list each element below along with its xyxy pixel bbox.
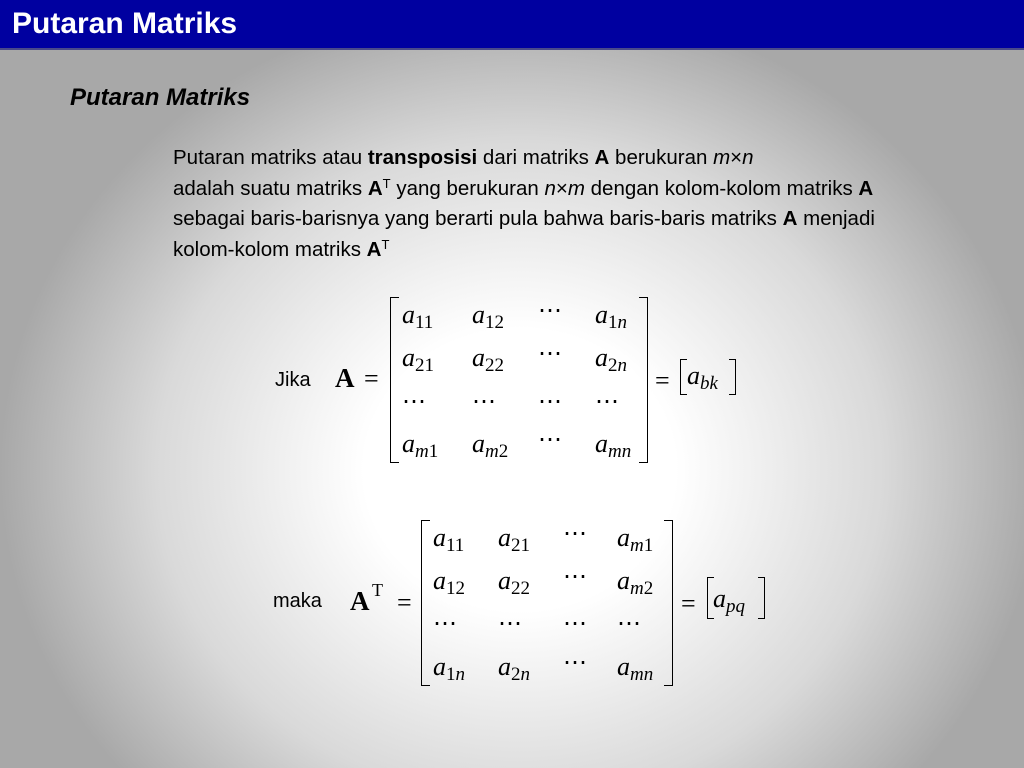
para-text: berukuran xyxy=(609,146,714,169)
definition-paragraph xyxy=(173,143,913,265)
matrix-entry: $a_{21}$ xyxy=(498,523,530,556)
right-bracket xyxy=(639,297,648,463)
equals-sign: = xyxy=(681,589,696,618)
para-text: sebagai baris-barisnya yang berarti pula bahwa baris-baris matriks xyxy=(173,207,783,230)
matrix-entry: $a_{mn}$ xyxy=(595,429,632,462)
ellipsis: ⋯ xyxy=(402,389,426,415)
ellipsis: ⋯ xyxy=(595,389,619,415)
ellipsis: ⋯ xyxy=(563,521,587,547)
matrix-entry: $a_{1n}$ xyxy=(433,652,465,685)
para-var: n xyxy=(544,176,556,200)
para-text: dengan kolom-kolom matriks xyxy=(584,176,859,200)
ellipsis: ⋯ xyxy=(563,650,587,676)
slide-title: Putaran Matriks xyxy=(12,7,238,40)
para-matrix-symbol: A xyxy=(594,146,610,169)
matrix-entry: $a_{12}$ xyxy=(433,566,465,599)
compact-entry: $a_{pq}$ xyxy=(713,584,745,617)
para-var: m xyxy=(567,176,585,200)
right-bracket xyxy=(664,520,673,686)
para-times: × xyxy=(730,146,743,169)
para-matrix-symbol: A xyxy=(858,176,874,200)
right-bracket xyxy=(729,359,736,395)
matrix-entry: $a_{11}$ xyxy=(433,523,465,556)
ellipsis: ⋯ xyxy=(538,427,562,453)
equals-sign: = xyxy=(364,364,379,393)
maka-label: maka xyxy=(273,590,322,612)
transpose-superscript: T xyxy=(372,580,383,600)
ellipsis: ⋯ xyxy=(563,611,587,637)
equals-sign: = xyxy=(655,366,670,395)
matrix-entry: $a_{22}$ xyxy=(472,343,504,376)
title-bar xyxy=(0,0,1024,50)
left-bracket xyxy=(680,359,687,395)
para-times: × xyxy=(555,176,568,200)
para-text: dari matriks xyxy=(477,146,595,169)
para-matrix-symbol: A xyxy=(782,207,798,230)
compact-entry: $a_{bk}$ xyxy=(687,361,718,394)
ellipsis: ⋯ xyxy=(538,389,562,415)
matrix-entry: $a_{m1}$ xyxy=(402,429,439,462)
matrix-entry: $a_{mn}$ xyxy=(617,652,654,685)
ellipsis: ⋯ xyxy=(538,298,562,324)
para-transpose-sup: T xyxy=(381,236,390,252)
matrix-entry: $a_{12}$ xyxy=(472,300,504,333)
matrix-entry: $a_{11}$ xyxy=(402,300,434,333)
para-transpose-sup: T xyxy=(382,175,391,191)
para-text: menjadi kolom-kolom matriks xyxy=(173,207,875,261)
matrix-entry: $a_{1n}$ xyxy=(595,300,627,333)
para-matrix-symbol: A xyxy=(367,176,383,200)
ellipsis: ⋯ xyxy=(538,341,562,367)
jika-label: Jika xyxy=(275,369,311,391)
matrix-entry: $a_{21}$ xyxy=(402,343,434,376)
para-matrix-symbol: A xyxy=(366,237,382,261)
equals-sign: = xyxy=(397,588,412,617)
ellipsis: ⋯ xyxy=(433,611,457,637)
matrix-a-symbol: A xyxy=(350,586,370,616)
right-bracket xyxy=(758,577,765,619)
matrix-entry: $a_{2n}$ xyxy=(595,343,627,376)
para-text: yang berukuran xyxy=(390,176,545,200)
para-text: Putaran matriks atau xyxy=(173,146,368,169)
left-bracket xyxy=(390,297,399,463)
para-var: n xyxy=(742,146,754,169)
ellipsis: ⋯ xyxy=(498,611,522,637)
para-bold-term: transposisi xyxy=(367,146,478,169)
matrix-entry: $a_{22}$ xyxy=(498,566,530,599)
para-text: adalah suatu matriks xyxy=(173,176,368,200)
matrix-entry: $a_{m2}$ xyxy=(472,429,509,462)
matrix-entry: $a_{2n}$ xyxy=(498,652,530,685)
para-var: m xyxy=(713,146,731,169)
ellipsis: ⋯ xyxy=(617,611,641,637)
ellipsis: ⋯ xyxy=(472,389,496,415)
ellipsis: ⋯ xyxy=(563,564,587,590)
matrix-entry: $a_{m1}$ xyxy=(617,523,654,556)
matrix-entry: $a_{m2}$ xyxy=(617,566,654,599)
section-heading: Putaran Matriks xyxy=(70,84,251,111)
matrix-a-symbol: A xyxy=(335,363,355,393)
left-bracket xyxy=(421,520,430,686)
